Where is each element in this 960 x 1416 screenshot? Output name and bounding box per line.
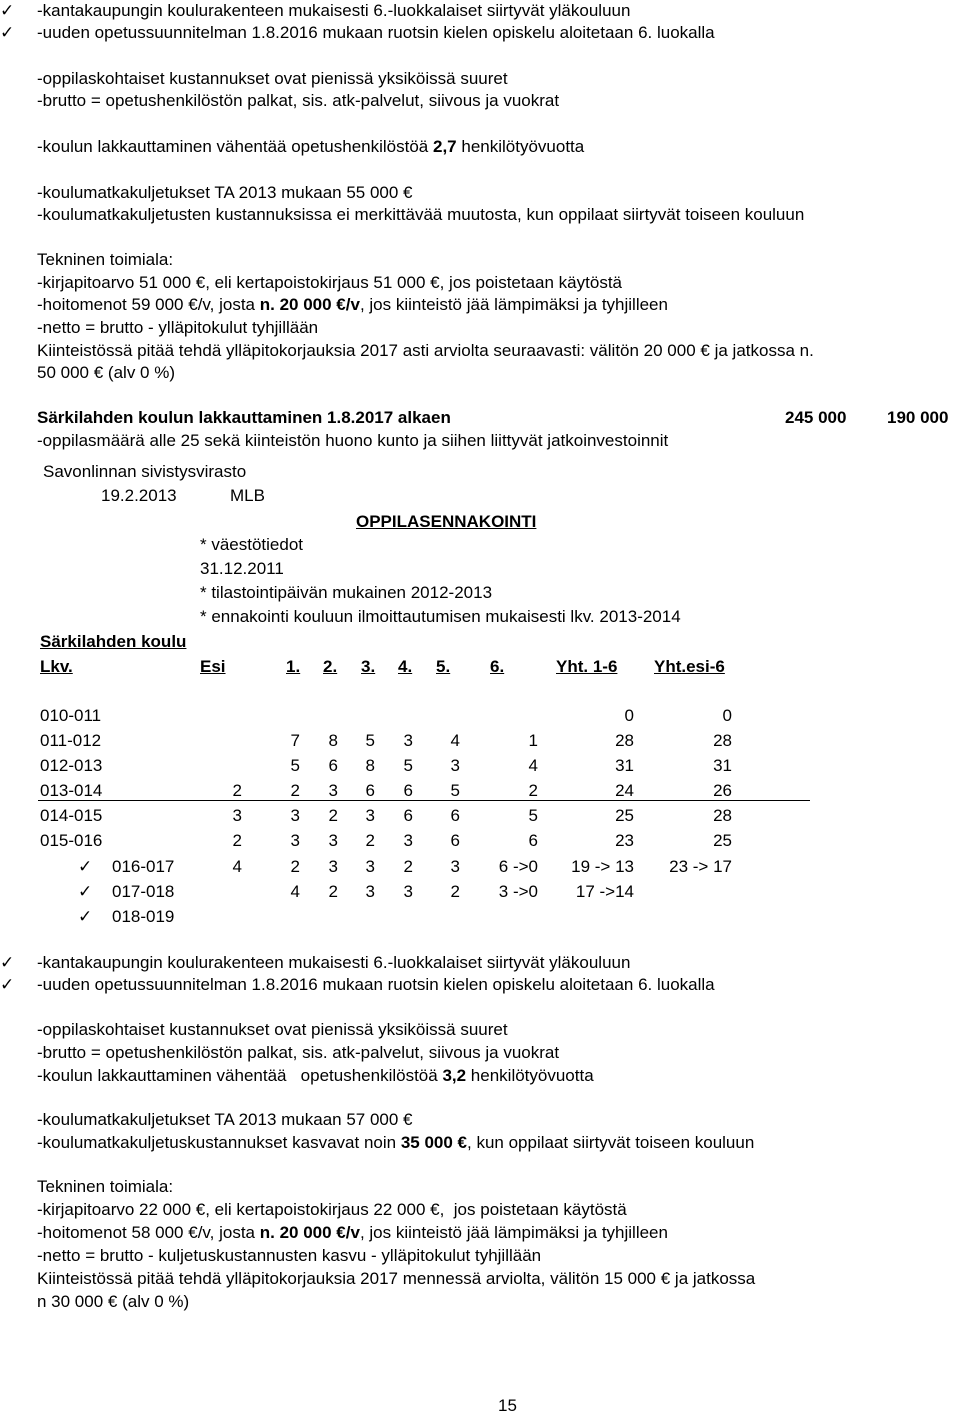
table-divider — [38, 800, 810, 801]
cell-g3: 8 — [365, 756, 375, 775]
euro-sign: € — [195, 1200, 206, 1219]
cell-esi: 2 — [232, 831, 242, 850]
cell-esi: 4 — [232, 857, 242, 876]
forecast-note: * tilastointipäivän mukainen 2012-2013 — [200, 583, 493, 602]
euro-sign: € — [403, 183, 413, 202]
staff-line — [37, 137, 584, 157]
euro-sign: € — [195, 273, 206, 292]
checkmark-icon: ✓ — [78, 882, 93, 902]
cell-yht: 28 — [615, 731, 634, 750]
cell-g4: 3 — [403, 831, 413, 850]
cell-g5: 2 — [450, 882, 460, 901]
cell-g3: 3 — [365, 882, 375, 901]
checkmark-icon: ✓ — [0, 975, 15, 995]
cell-yht: 23 — [615, 831, 634, 850]
cell-g2: 8 — [328, 731, 338, 750]
transport-text: -koulumatkakuljetuskustannukset kasvavat noin — [37, 1133, 401, 1152]
cell-yhtesi: 28 — [713, 731, 732, 750]
forecast-note: * ennakointi kouluun ilmoittautumisen mukaisesti lkv. 2013-2014 — [200, 607, 681, 626]
cell-yhtesi: 0 — [722, 706, 732, 725]
page-number: 15 — [498, 1396, 517, 1415]
cell-g2: 3 — [328, 781, 338, 800]
euro-sign: € — [107, 1292, 118, 1311]
tech-value: /v — [345, 1223, 360, 1242]
forecast-note: * väestötiedot — [200, 535, 304, 554]
cell-g1: 3 — [290, 831, 300, 850]
col-g4-header: 4. — [398, 657, 413, 676]
row-year: 010-011 — [40, 706, 102, 725]
section-title: Tekninen toimiala: — [37, 250, 174, 269]
tech-text: Kiinteistössä pitää tehdä ylläpitokorjauksia 2017 asti arviolta seuraavasti: välitön 20 000 — [37, 341, 701, 360]
cell-esi: 2 — [232, 781, 242, 800]
cell-g4: 6 — [403, 781, 413, 800]
euro-sign: € — [403, 1110, 413, 1129]
tech-line — [37, 1223, 668, 1243]
transport-text: -koulumatkakuljetukset TA 2013 mukaan 55 000 — [37, 183, 404, 202]
tech-text: -kirjapitoarvo 22 000 — [37, 1200, 196, 1219]
euro-sign: € — [660, 1269, 671, 1288]
checkmark-icon: ✓ — [0, 1, 15, 21]
tech-text: 50 000 — [37, 363, 94, 382]
tech-line — [37, 1200, 627, 1220]
cell-g1: 7 — [290, 731, 300, 750]
closure-amount-2: 190 000 — [887, 408, 949, 427]
euro-sign: € — [700, 341, 710, 360]
euro-sign: € — [188, 295, 198, 314]
staff-text: -koulun lakkauttaminen vähentää opetushenkilöstöä — [37, 1066, 443, 1085]
cell-esi: 3 — [232, 806, 242, 825]
col-g5-header: 5. — [436, 657, 451, 676]
cell-g5: 3 — [450, 756, 460, 775]
text-line: -netto = brutto - ylläpitokulut tyhjillään — [37, 318, 319, 337]
euro-sign: € — [93, 363, 104, 382]
euro-sign: € — [188, 1223, 198, 1242]
closure-note: -oppilasmäärä alle 25 sekä kiinteistön huono kunto ja siihen liittyvät jatkoinvestoinnit — [37, 431, 669, 450]
cell-yht: 17 ->14 — [575, 882, 634, 901]
cell-g6: 3 ->0 — [498, 882, 538, 901]
cell-g1: 5 — [290, 756, 300, 775]
transport-text: -koulumatkakuljetukset TA 2013 mukaan 57 000 — [37, 1110, 404, 1129]
cell-g2: 3 — [328, 857, 338, 876]
cell-g6: 5 — [528, 806, 538, 825]
tech-value: n. 20 000 — [259, 1223, 337, 1242]
tech-text: /v, josta — [197, 295, 260, 314]
row-year: 014-015 — [40, 806, 103, 825]
cell-g6: 1 — [528, 731, 538, 750]
bullet-text: -kantakaupungin koulurakenteen mukaisesti 6.-luokkalaiset siirtyvät yläkouluun — [37, 1, 631, 20]
org-name: Savonlinnan sivistysvirasto — [43, 462, 247, 481]
tech-value: /v — [345, 295, 360, 314]
cell-g1: 3 — [290, 806, 300, 825]
cell-g2: 6 — [328, 756, 338, 775]
tech-text: (alv 0 %) — [117, 1292, 190, 1311]
cell-yhtesi: 26 — [713, 781, 732, 800]
cell-g5: 4 — [450, 731, 460, 750]
cell-g4: 3 — [403, 882, 413, 901]
transport-value: 35 000 — [400, 1133, 458, 1152]
tech-line — [37, 363, 175, 383]
text-line: -oppilaskohtaiset kustannukset ovat pienissä yksiköissä suuret — [37, 69, 508, 88]
col-lkv-header: Lkv. — [40, 657, 73, 676]
checkmark-icon: ✓ — [0, 23, 15, 43]
cell-yhtesi: 25 — [713, 831, 732, 850]
cell-g5: 5 — [450, 781, 460, 800]
tech-text: , jos kiinteistö jää lämpimäksi ja tyhjilleen — [359, 295, 668, 314]
school-name: Särkilahden koulu — [40, 632, 187, 651]
euro-sign: € — [457, 1133, 468, 1152]
cell-g3: 5 — [365, 731, 375, 750]
cell-g6: 2 — [528, 781, 538, 800]
forecast-heading: OPPILASENNAKOINTI — [356, 512, 537, 531]
tech-text: , jos kiinteistö jää lämpimäksi ja tyhjilleen — [359, 1223, 668, 1242]
cell-g6: 6 — [528, 831, 538, 850]
tech-text: , eli kertapoistokirjaus 22 000 — [205, 1200, 431, 1219]
staff-value: 3,2 — [442, 1066, 467, 1085]
tech-text: -kirjapitoarvo 51 000 — [37, 273, 196, 292]
bullet-text: -uuden opetussuunnitelman 1.8.2016 mukaan ruotsin kielen opiskelu aloitetaan 6. luokalla — [37, 975, 715, 994]
tech-line — [37, 341, 814, 361]
cell-g4: 3 — [403, 731, 413, 750]
text-line: -brutto = opetushenkilöstön palkat, sis. atk-palvelut, siivous ja vuokrat — [37, 1043, 560, 1062]
tech-text: /v, josta — [197, 1223, 260, 1242]
col-g6-header: 6. — [490, 657, 505, 676]
tech-line — [37, 1292, 189, 1312]
transport-line — [37, 183, 413, 203]
text-line: -brutto = opetushenkilöstön palkat, sis. atk-palvelut, siivous ja vuokrat — [37, 91, 560, 110]
cell-g3: 6 — [365, 781, 375, 800]
cell-g5: 6 — [450, 831, 460, 850]
cell-g1: 2 — [290, 857, 300, 876]
transport-text: , kun oppilaat siirtyvät toiseen kouluun — [467, 1133, 755, 1152]
tech-text: (alv 0 %) — [103, 363, 175, 382]
cell-yht: 25 — [615, 806, 634, 825]
col-yht-header: Yht. 1-6 — [556, 657, 618, 676]
col-g2-header: 2. — [323, 657, 338, 676]
col-yhtesi-header: Yht.esi-6 — [654, 657, 725, 676]
col-esi-header: Esi — [200, 657, 226, 676]
cell-g1: 2 — [290, 781, 300, 800]
tech-text: ja jatkossa n. — [709, 341, 814, 360]
bullet-text: -kantakaupungin koulurakenteen mukaisesti 6.-luokkalaiset siirtyvät yläkouluun — [37, 953, 631, 972]
transport-line — [37, 1110, 413, 1130]
tech-text: , eli kertapoistokirjaus 51 000 — [205, 273, 431, 292]
row-year: 013-014 — [40, 781, 103, 800]
row-year: 011-012 — [40, 731, 102, 750]
cell-g4: 6 — [403, 806, 413, 825]
col-g1-header: 1. — [286, 657, 301, 676]
cell-g2: 3 — [328, 831, 338, 850]
cell-yhtesi: 28 — [713, 806, 732, 825]
checkmark-icon: ✓ — [78, 907, 93, 927]
tech-text: ja jatkossa — [670, 1269, 756, 1288]
cell-g3: 3 — [365, 857, 375, 876]
cell-g5: 6 — [450, 806, 460, 825]
row-year: 012-013 — [40, 756, 103, 775]
tech-text: Kiinteistössä pitää tehdä ylläpitokorjauksia 2017 mennessä arviolta, välitön 15 000 — [37, 1269, 661, 1288]
tech-text: -hoitomenot 58 000 — [37, 1223, 189, 1242]
tech-line — [37, 273, 622, 293]
cell-yht: 31 — [615, 756, 634, 775]
row-year: 016-017 — [112, 857, 175, 876]
euro-sign: € — [430, 1200, 440, 1219]
closure-amount-1: 245 000 — [785, 408, 847, 427]
col-g3-header: 3. — [361, 657, 376, 676]
staff-text: -koulun lakkauttaminen vähentää opetushenkilöstöä — [37, 137, 433, 156]
cell-g5: 3 — [450, 857, 460, 876]
cell-yht: 19 -> 13 — [571, 857, 634, 876]
forecast-date: 19.2.2013 — [101, 486, 177, 505]
tech-text: , jos poistetaan käytöstä — [439, 273, 622, 292]
cell-g2: 2 — [328, 806, 338, 825]
text-line: -koulumatkakuljetusten kustannuksissa ei merkittävää muutosta, kun oppilaat siirtyvät toiseen kouluun — [37, 205, 805, 224]
tech-value: n. 20 000 — [259, 295, 337, 314]
tech-line — [37, 1269, 755, 1289]
euro-sign: € — [430, 273, 440, 292]
tech-text: n 30 000 — [37, 1292, 108, 1311]
euro-sign: € — [336, 295, 346, 314]
checkmark-icon: ✓ — [0, 953, 15, 973]
section-title: Tekninen toimiala: — [37, 1177, 174, 1196]
text-line: -oppilaskohtaiset kustannukset ovat pienissä yksiköissä suuret — [37, 1020, 508, 1039]
text-line: -netto = brutto - kuljetuskustannusten kasvu - ylläpitokulut tyhjillään — [37, 1246, 542, 1265]
forecast-author: MLB — [230, 486, 265, 505]
staff-line — [37, 1066, 594, 1086]
cell-g2: 2 — [328, 882, 338, 901]
tech-line — [37, 295, 668, 315]
forecast-note: 31.12.2011 — [200, 559, 284, 578]
cell-yht: 24 — [615, 781, 634, 800]
transport-line — [37, 1133, 754, 1153]
staff-unit: henkilötyövuotta — [466, 1066, 594, 1085]
row-year: 015-016 — [40, 831, 103, 850]
cell-g1: 4 — [290, 882, 300, 901]
cell-g6: 6 ->0 — [498, 857, 538, 876]
checkmark-icon: ✓ — [78, 857, 93, 877]
staff-unit: henkilötyövuotta — [456, 137, 585, 156]
cell-g3: 2 — [365, 831, 375, 850]
cell-g4: 5 — [403, 756, 413, 775]
cell-yhtesi: 31 — [713, 756, 732, 775]
tech-text: , jos poistetaan käytöstä — [439, 1200, 627, 1219]
bullet-text: -uuden opetussuunnitelman 1.8.2016 mukaan ruotsin kielen opiskelu aloitetaan 6. luokalla — [37, 23, 715, 42]
euro-sign: € — [336, 1223, 346, 1242]
cell-g3: 3 — [365, 806, 375, 825]
closure-title: Särkilahden koulun lakkauttaminen 1.8.2017 alkaen — [37, 408, 451, 427]
cell-g4: 2 — [403, 857, 413, 876]
staff-value: 2,7 — [433, 137, 457, 156]
cell-yht: 0 — [624, 706, 634, 725]
tech-text: -hoitomenot 59 000 — [37, 295, 189, 314]
cell-g6: 4 — [528, 756, 538, 775]
row-year: 018-019 — [112, 907, 175, 926]
row-year: 017-018 — [112, 882, 175, 901]
cell-yhtesi: 23 -> 17 — [669, 857, 732, 876]
